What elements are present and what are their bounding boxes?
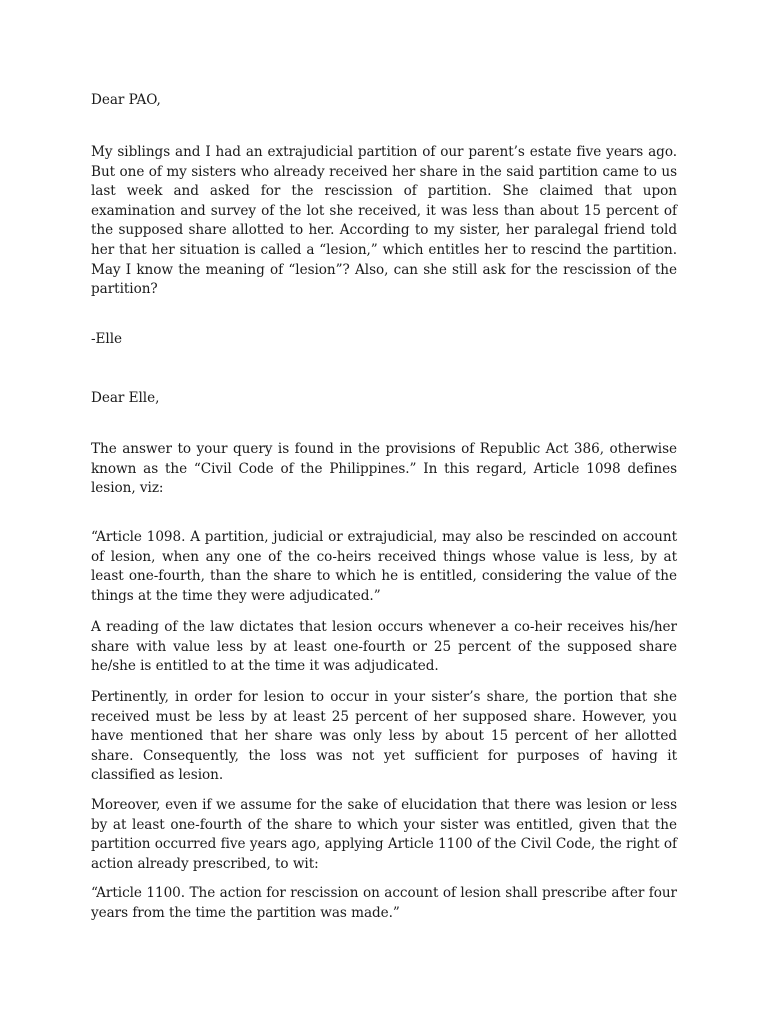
answer-paragraph-moreover: Moreover, even if we assume for the sake of elucidation that there was lesion or less by at least one-fourth of the share to which your sister was entitled, given that the partition occurred five years ago, applying Article 1100 of the Civil Code, the right of action already prescribed, to wit: <box>91 797 677 872</box>
answer-quote-article-1100: “Article 1100. The action for rescission on account of lesion shall prescribe after four years from the time the partition was made.” <box>91 885 677 921</box>
answer-paragraph-reading: A reading of the law dictates that lesion occurs whenever a co-heir receives his/her share with value less by at least one-fourth or 25 percent of the supposed share he/she is entitled to at the time it was adjudicated. <box>91 619 677 675</box>
answer-paragraph-pertinently: Pertinently, in order for lesion to occur in your sister’s share, the portion that she received must be less by at least 25 percent of her supposed share. However, you have mentioned that her share was only less by about 15 percent of her allotted share. Consequently, the loss was not yet sufficient for purposes of having it classified as lesion. <box>91 689 677 784</box>
question-body: My siblings and I had an extrajudicial partition of our parent’s estate five years ago. But one of my sisters who already received her share in the said partition came to us last week and asked for the rescission of partition. She claimed that upon examination and survey of the lot she received, it was less than about 15 percent of the supposed share allotted to her. According to my sister, her paralegal friend told her that her situation is called a “lesion,” which entitles her to rescind the partition. May I know the meaning of “lesion”? Also, can she still ask for the rescission of the partition? <box>91 144 677 298</box>
answer-quote-article-1098: “Article 1098. A partition, judicial or extrajudicial, may also be rescinded on account of lesion, when any one of the co-heirs received things whose value is less, by at least one-fourth, than the share to which he is entitled, considering the value of the things at the time they were adjudicated.” <box>91 529 677 604</box>
question-salutation: Dear PAO, <box>91 92 161 108</box>
answer-paragraph-intro: The answer to your query is found in the provisions of Republic Act 386, otherwise known as the “Civil Code of the Philippines.” In this regard, Article 1098 defines lesion, viz: <box>91 441 677 497</box>
answer-salutation: Dear Elle, <box>91 390 160 406</box>
question-signature: -Elle <box>91 331 123 347</box>
